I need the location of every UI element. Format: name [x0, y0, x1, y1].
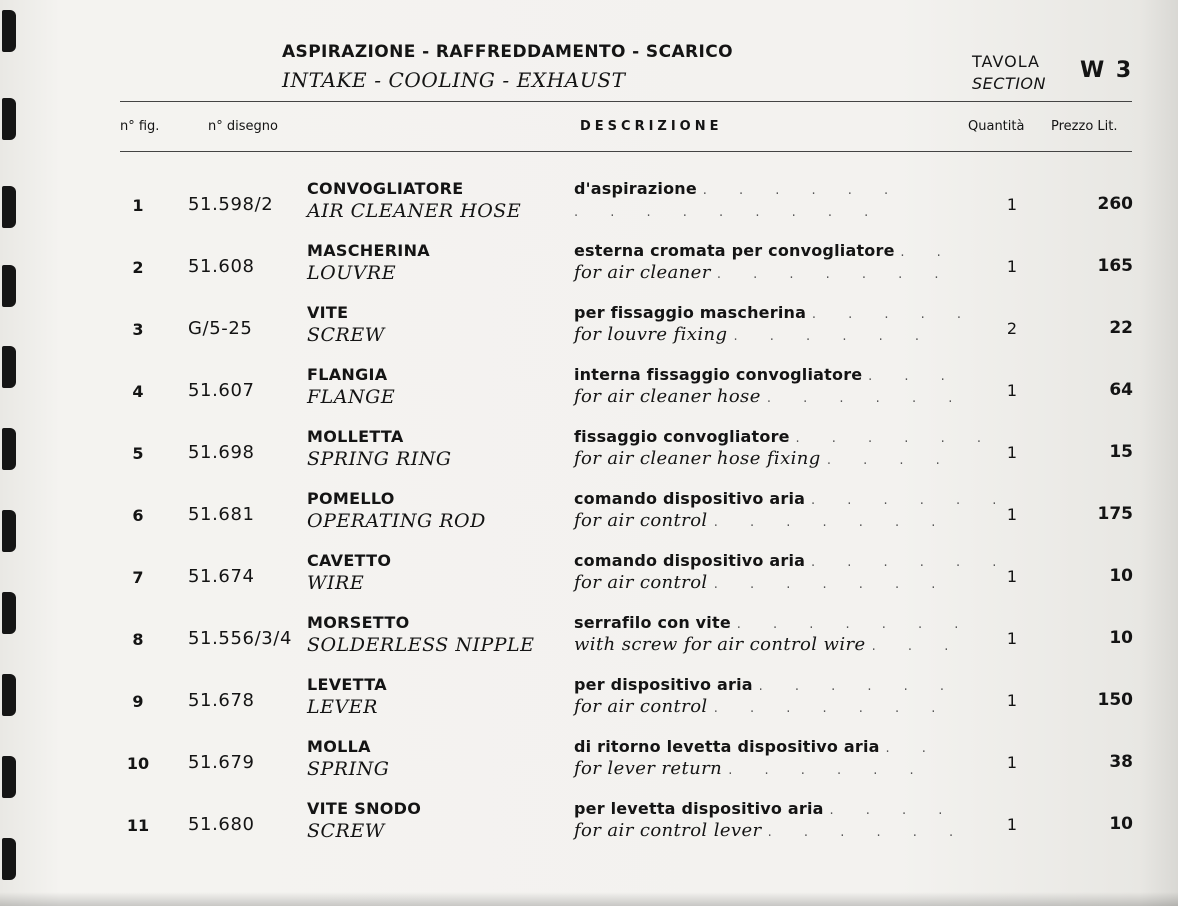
table-row — [0, 610, 1178, 672]
table-row — [0, 672, 1178, 734]
description-english: for lever return — [574, 758, 723, 779]
part-name-english: LEVER — [307, 696, 378, 718]
column-header-description: DESCRIZIONE — [580, 119, 723, 134]
tavola-label: TAVOLA — [972, 52, 1040, 71]
quantity: 1 — [1006, 567, 1018, 586]
drawing-number: 51.680 — [188, 814, 255, 835]
fig-number: 8 — [132, 630, 144, 649]
quantity: 1 — [1006, 629, 1018, 648]
fig-number: 10 — [126, 754, 150, 773]
leader-dots: . . . . . . — [810, 555, 1011, 570]
section-code: W 3 — [1080, 58, 1134, 83]
column-header-quantity: Quantità — [968, 119, 1025, 134]
drawing-number: 51.674 — [188, 566, 255, 587]
quantity: 1 — [1006, 443, 1018, 462]
leader-dots: . . — [900, 245, 955, 260]
description-english: for air cleaner — [574, 262, 711, 283]
price: 260 — [1097, 194, 1133, 214]
quantity: 1 — [1006, 691, 1018, 710]
description-english: for air control lever — [574, 820, 762, 841]
part-name-italian: LEVETTA — [307, 675, 387, 694]
part-name-english: AIR CLEANER HOSE — [307, 200, 522, 222]
fig-number: 1 — [132, 196, 144, 215]
description-english: for air cleaner hose fixing — [574, 448, 821, 469]
price: 22 — [1109, 318, 1133, 338]
top-rule — [120, 101, 1132, 102]
leader-dots: . . . . — [826, 453, 954, 468]
description-english: for air control — [574, 696, 708, 717]
page-edge-shadow — [0, 892, 1178, 906]
description-italian: serrafilo con vite — [574, 613, 731, 632]
description-italian: fissaggio convogliatore — [574, 427, 790, 446]
leader-dots: . . . . . . . — [716, 267, 953, 282]
price: 64 — [1109, 380, 1133, 400]
description-italian: per fissaggio mascherina — [574, 303, 807, 322]
part-name-italian: CAVETTO — [307, 551, 392, 570]
part-name-italian: VITE — [307, 303, 349, 322]
binding-ring — [2, 10, 16, 52]
drawing-number: 51.678 — [188, 690, 255, 711]
price: 165 — [1097, 256, 1133, 276]
leader-dots: . . . . . . — [766, 391, 967, 406]
description-italian: per dispositivo aria — [574, 675, 753, 694]
quantity: 1 — [1006, 505, 1018, 524]
leader-dots: . . . . . . . — [713, 577, 950, 592]
description-italian: per levetta dispositivo aria — [574, 799, 824, 818]
part-name-italian: MOLLETTA — [307, 427, 404, 446]
price: 10 — [1109, 814, 1133, 834]
drawing-number: 51.698 — [188, 442, 255, 463]
description-english: with screw for air control wire — [574, 634, 866, 655]
part-name-italian: MASCHERINA — [307, 241, 430, 260]
part-name-italian: MOLLA — [307, 737, 371, 756]
leader-dots: . . . . . . — [767, 825, 968, 840]
price: 150 — [1097, 690, 1133, 710]
section-label: SECTION — [972, 74, 1046, 93]
fig-number: 4 — [132, 382, 144, 401]
drawing-number: 51.598/2 — [188, 194, 274, 215]
part-name-italian: POMELLO — [307, 489, 395, 508]
leader-dots: . . . . . . . — [736, 617, 973, 632]
part-name-italian: MORSETTO — [307, 613, 410, 632]
price: 10 — [1109, 628, 1133, 648]
leader-dots: . . . . . . — [810, 493, 1011, 508]
description-italian: esterna cromata per convogliatore — [574, 241, 895, 260]
leader-dots: . . . . . — [811, 307, 976, 322]
part-name-english: SCREW — [307, 324, 385, 346]
table-row — [0, 238, 1178, 300]
description-italian: comando dispositivo aria — [574, 489, 806, 508]
quantity: 2 — [1006, 319, 1018, 338]
table-row — [0, 734, 1178, 796]
price: 175 — [1097, 504, 1133, 524]
description-italian: d'aspirazione — [574, 179, 697, 198]
fig-number: 2 — [132, 258, 144, 277]
title-italian: ASPIRAZIONE - RAFFREDDAMENTO - SCARICO — [282, 42, 733, 62]
description-english: for louvre fixing — [574, 324, 728, 345]
title-english: INTAKE - COOLING - EXHAUST — [282, 68, 626, 92]
part-name-italian: CONVOGLIATORE — [307, 179, 464, 198]
binding-ring — [2, 98, 16, 140]
part-name-english: SCREW — [307, 820, 385, 842]
quantity: 1 — [1006, 381, 1018, 400]
leader-dots: . . . . . . — [795, 431, 995, 446]
drawing-number: 51.607 — [188, 380, 255, 401]
fig-number: 11 — [126, 816, 150, 835]
description-english: for air control — [574, 510, 708, 531]
table-row — [0, 424, 1178, 486]
fig-number: 6 — [132, 506, 144, 525]
fig-number: 7 — [132, 568, 144, 587]
leader-dots: . . — [885, 741, 940, 756]
leader-dots: . . . . . . — [728, 763, 928, 778]
description-italian: di ritorno levetta dispositivo aria — [574, 737, 880, 756]
quantity: 1 — [1006, 257, 1018, 276]
fig-number: 3 — [132, 320, 144, 339]
description-italian: interna fissaggio convogliatore — [574, 365, 863, 384]
description-english: for air cleaner hose — [574, 386, 761, 407]
fig-number: 9 — [132, 692, 144, 711]
leader-dots: . . . . . . — [758, 679, 959, 694]
drawing-number: 51.556/3/4 — [188, 628, 293, 649]
drawing-number: 51.681 — [188, 504, 255, 525]
table-row — [0, 300, 1178, 362]
leader-dots: . . . — [868, 369, 959, 384]
quantity: 1 — [1006, 815, 1018, 834]
description-english: for air control — [574, 572, 708, 593]
price: 10 — [1109, 566, 1133, 586]
part-name-italian: VITE SNODO — [307, 799, 422, 818]
leader-dots: . . . . . . — [733, 329, 933, 344]
table-row — [0, 796, 1178, 858]
leader-dots: . . . . . . . — [713, 701, 950, 716]
fig-number: 5 — [132, 444, 144, 463]
drawing-number: G/5-25 — [188, 318, 253, 339]
leader-dots: . . . . . . — [702, 183, 903, 198]
part-name-english: FLANGE — [307, 386, 396, 408]
part-name-english: LOUVRE — [307, 262, 397, 284]
leader-dots: . . . . . . . — [713, 515, 950, 530]
leader-dots: . . . . — [829, 803, 957, 818]
part-name-english: SOLDERLESS NIPPLE — [307, 634, 535, 656]
part-name-english: OPERATING ROD — [307, 510, 486, 532]
part-name-italian: FLANGIA — [307, 365, 388, 384]
quantity: 1 — [1006, 195, 1018, 214]
leader-dots: . . . . . . . . . — [574, 205, 883, 220]
quantity: 1 — [1006, 753, 1018, 772]
part-name-english: SPRING RING — [307, 448, 452, 470]
price: 38 — [1109, 752, 1133, 772]
price: 15 — [1109, 442, 1133, 462]
drawing-number: 51.608 — [188, 256, 255, 277]
leader-dots: . . . — [871, 639, 963, 654]
table-row — [0, 548, 1178, 610]
parts-table — [0, 176, 1178, 858]
header-rule — [120, 151, 1132, 152]
column-header-price: Prezzo Lit. — [1051, 119, 1118, 134]
description-italian: comando dispositivo aria — [574, 551, 806, 570]
table-row — [0, 486, 1178, 548]
column-header-drawing: n° disegno — [208, 119, 278, 134]
table-row — [0, 176, 1178, 238]
part-name-english: WIRE — [307, 572, 365, 594]
table-row — [0, 362, 1178, 424]
part-name-english: SPRING — [307, 758, 390, 780]
column-header-fig: n° fig. — [120, 119, 160, 134]
drawing-number: 51.679 — [188, 752, 255, 773]
